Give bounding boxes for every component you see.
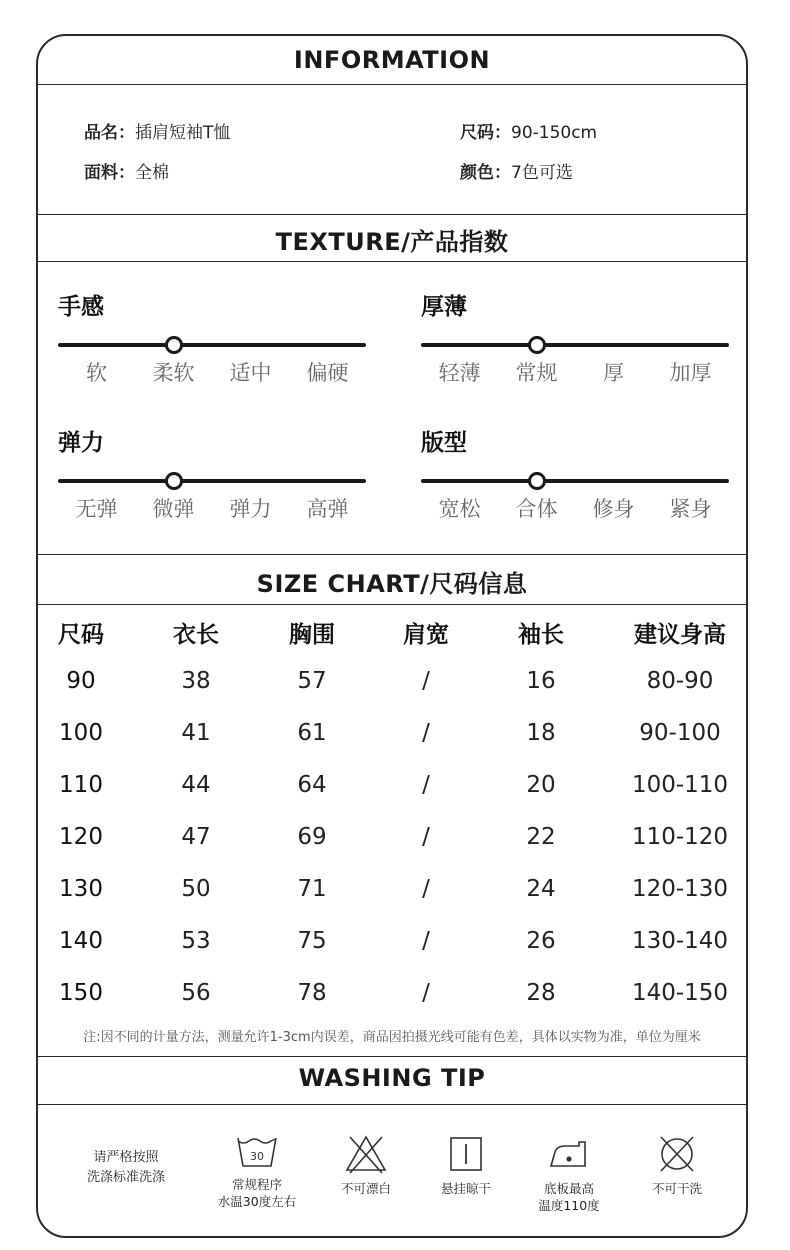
table-cell: 71	[297, 876, 327, 902]
table-cell: /	[422, 928, 430, 954]
table-cell: 61	[297, 720, 327, 746]
hang-dry-icon	[446, 1134, 486, 1174]
info-fabric-value: 全棉	[135, 163, 169, 183]
wash-label-line1: 底板最高	[543, 1181, 594, 1196]
divider	[38, 604, 746, 605]
table-header-cell: 肩宽	[403, 622, 449, 648]
table-cell: 16	[526, 668, 556, 694]
washing-intro-line1: 请严格按照	[93, 1150, 159, 1165]
table-row-size: 130	[59, 876, 103, 902]
table-header-cell: 胸围	[289, 622, 335, 648]
info-fabric	[84, 158, 169, 183]
table-cell: /	[422, 876, 430, 902]
wash-temp-label: 30	[250, 1150, 264, 1163]
table-cell: 130-140	[631, 928, 729, 954]
texture-slider-knob	[528, 472, 546, 490]
wash-label-line1: 不可干洗	[651, 1181, 702, 1196]
texture-slider-track	[58, 343, 366, 347]
texture-option: 弹力	[229, 497, 272, 521]
texture-slider-knob	[165, 472, 183, 490]
table-header-cell: 袖长	[518, 622, 564, 648]
washing-title: WASHING TIP	[298, 1064, 486, 1092]
info-name-label: 品名：	[84, 123, 135, 143]
table-row-size: 90	[66, 668, 96, 694]
wash-label-line2: 温度110度	[538, 1198, 600, 1213]
wash-label-line2: 水温30度左右	[217, 1194, 297, 1209]
table-cell: 20	[526, 772, 556, 798]
table-header-cell: 建议身高	[634, 622, 726, 648]
table-cell: 41	[181, 720, 211, 746]
table-cell: /	[422, 668, 430, 694]
table-cell: 90-100	[639, 720, 721, 746]
size-chart-title: SIZE CHART/尺码信息	[256, 570, 528, 598]
divider	[38, 261, 746, 262]
table-cell: 38	[181, 668, 211, 694]
table-header-cell: 尺码	[58, 622, 104, 648]
wash-30-icon	[235, 1134, 279, 1170]
texture-option: 柔软	[152, 361, 195, 385]
info-size	[460, 118, 597, 143]
washing-intro-line2: 洗涤标准洗涤	[86, 1170, 165, 1185]
texture-option: 合体	[515, 497, 558, 521]
table-cell: 120-130	[631, 876, 729, 902]
texture-option: 无弹	[75, 497, 118, 521]
iron-low-icon	[547, 1134, 591, 1174]
table-cell: /	[422, 772, 430, 798]
size-note: 注:因不同的计量方法，测量允许1-3cm内误差，商品因拍摄光线可能有色差，具体以实物为准，单位为厘米	[83, 1030, 701, 1045]
table-cell: 56	[181, 980, 211, 1006]
table-cell: 44	[181, 772, 211, 798]
table-cell: 22	[526, 824, 556, 850]
texture-option: 轻薄	[438, 361, 481, 385]
texture-slider-knob	[165, 336, 183, 354]
table-cell: 75	[297, 928, 327, 954]
table-cell: 26	[526, 928, 556, 954]
no-bleach-icon	[344, 1134, 388, 1174]
table-cell: /	[422, 824, 430, 850]
info-color-value: 7色可选	[511, 163, 573, 183]
texture-slider-track	[58, 479, 366, 483]
table-cell: 80-90	[646, 668, 714, 694]
table-cell: 140-150	[631, 980, 729, 1006]
table-cell: 24	[526, 876, 556, 902]
texture-option: 常规	[515, 361, 558, 385]
info-size-label: 尺码：	[460, 123, 511, 143]
wash-label-line1: 悬挂晾干	[440, 1181, 491, 1196]
no-dry-clean-icon	[655, 1134, 699, 1174]
texture-item-title: 厚薄	[421, 294, 467, 320]
texture-slider-knob	[528, 336, 546, 354]
texture-option: 厚	[603, 361, 624, 385]
info-fabric-label: 面料：	[84, 163, 135, 183]
wash-label	[612, 1180, 742, 1197]
texture-item-title: 手感	[58, 294, 104, 320]
table-header-cell: 衣长	[173, 622, 219, 648]
texture-option: 微弹	[152, 497, 195, 521]
texture-option: 加厚	[669, 361, 712, 385]
info-name-value: 插肩短袖T恤	[135, 123, 231, 143]
table-cell: /	[422, 720, 430, 746]
wash-label-line1: 不可漂白	[340, 1181, 391, 1196]
table-row-size: 120	[59, 824, 103, 850]
texture-option: 偏硬	[306, 361, 349, 385]
product-info-card	[36, 34, 748, 1238]
info-color-label: 颜色：	[460, 163, 511, 183]
divider	[38, 214, 746, 215]
information-title: INFORMATION	[293, 46, 491, 74]
texture-option: 紧身	[669, 497, 712, 521]
texture-option: 高弹	[306, 497, 349, 521]
table-cell: 57	[297, 668, 327, 694]
washing-intro	[51, 1148, 201, 1188]
table-cell: 110-120	[631, 824, 729, 850]
divider	[38, 1104, 746, 1105]
table-cell: 50	[181, 876, 211, 902]
table-row-size: 150	[59, 980, 103, 1006]
table-cell: 18	[526, 720, 556, 746]
info-color	[460, 158, 573, 183]
divider	[38, 1056, 746, 1057]
divider	[38, 554, 746, 555]
texture-option: 宽松	[438, 497, 481, 521]
wash-label-line1: 常规程序	[231, 1177, 282, 1192]
texture-option: 修身	[592, 497, 635, 521]
table-row-size: 100	[59, 720, 103, 746]
table-cell: 78	[297, 980, 327, 1006]
table-cell: 69	[297, 824, 327, 850]
table-row-size: 110	[59, 772, 103, 798]
divider	[38, 84, 746, 85]
wash-item-no-dry-clean	[612, 1134, 742, 1197]
info-name	[84, 118, 230, 143]
texture-option: 软	[86, 361, 107, 385]
table-cell: 100-110	[631, 772, 729, 798]
texture-option: 适中	[229, 361, 272, 385]
texture-title: TEXTURE/产品指数	[275, 228, 509, 256]
texture-item-title: 版型	[421, 430, 467, 456]
info-size-value: 90-150cm	[511, 123, 598, 143]
texture-item-title: 弹力	[58, 430, 104, 456]
table-cell: /	[422, 980, 430, 1006]
texture-slider-track	[421, 479, 729, 483]
texture-slider-track	[421, 343, 729, 347]
table-row-size: 140	[59, 928, 103, 954]
table-cell: 47	[181, 824, 211, 850]
table-cell: 64	[297, 772, 327, 798]
table-cell: 28	[526, 980, 556, 1006]
table-cell: 53	[181, 928, 211, 954]
